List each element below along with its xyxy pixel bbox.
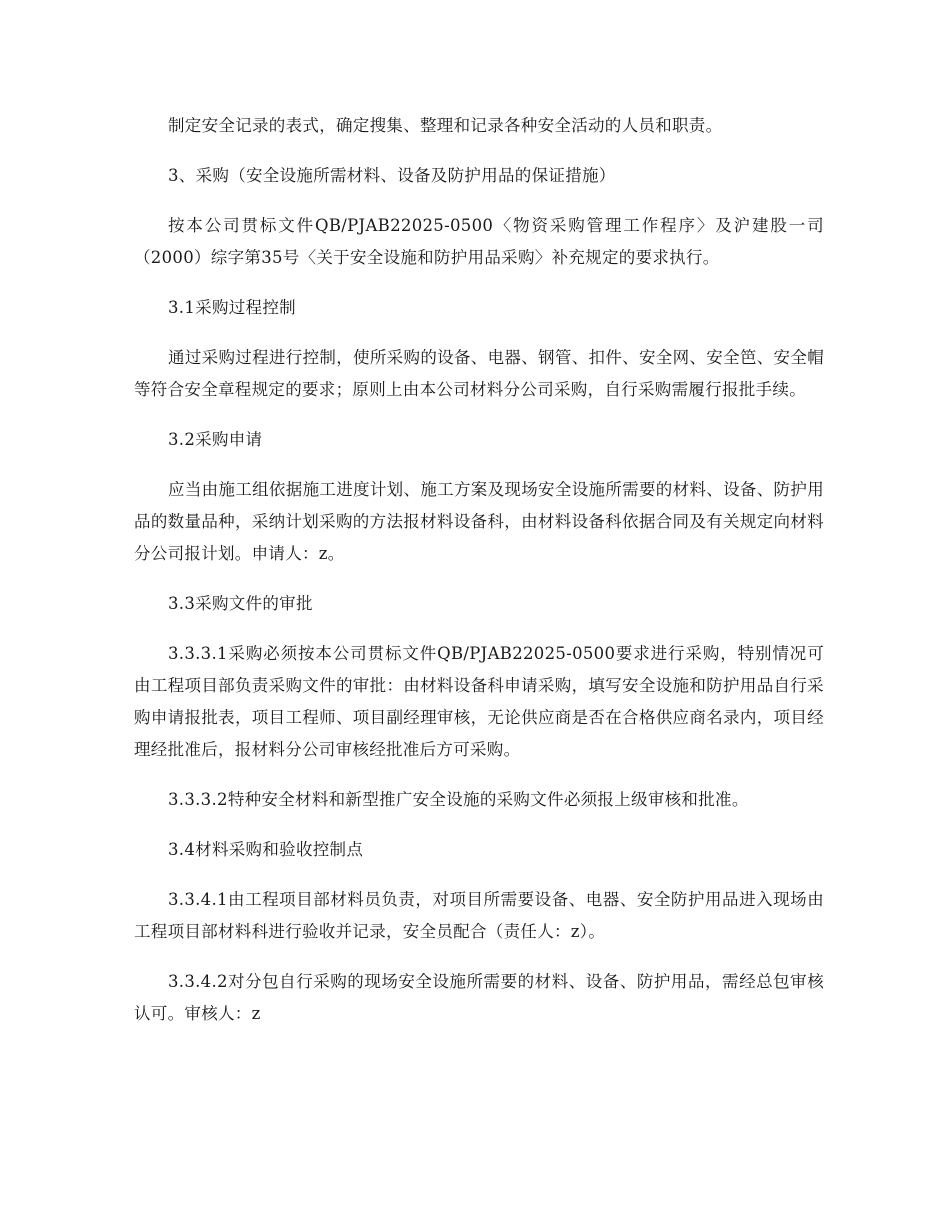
document-body [134,110,824,1048]
heading-procurement: 3、采购（安全设施所需材料、设备及防护用品的保证措施） [168,166,616,185]
paragraph-application: 应当由施工组依据施工进度计划、施工方案及现场安全设施所需要的材料、设备、防护用品的数量品种，采纳计划采购的方法报材料设备科，由材料设备科依据合同及有关规定向材料分公司报计划。申请人：z。 [134,480,824,563]
paragraph-process-control: 通过采购过程进行控制，使所采购的设备、电器、钢管、扣件、安全网、安全笆、安全帽等符合安全章程规定的要求；原则上由本公司材料分公司采购，自行采购需履行报批手续。 [134,348,824,399]
heading-procurement-process-control: 3.1采购过程控制 [168,298,296,317]
heading-procurement-application: 3.2采购申请 [168,430,263,449]
heading-document-approval: 3.3采购文件的审批 [168,594,313,613]
paragraph-procurement-standard: 按本公司贯标文件QB/PJAB22025-0500〈物资采购管理工作程序〉及沪建股一司（2000）综字第35号〈关于安全设施和防护用品采购〉补充规定的要求执行。 [134,216,824,267]
paragraph-acceptance-3341: 3.3.4.1由工程项目部材料员负责，对项目所需要设备、电器、安全防护用品进入现场由工程项目部材料科进行验收并记录，安全员配合（责任人：z）。 [134,890,824,941]
heading-acceptance-control: 3.4材料采购和验收控制点 [168,840,364,859]
paragraph-approval-3332: 3.3.3.2特种安全材料和新型推广安全设施的采购文件必须报上级审核和批准。 [168,790,749,809]
paragraph-acceptance-3342: 3.3.4.2对分包自行采购的现场安全设施所需要的材料、设备、防护用品，需经总包审核认可。审核人：z [134,972,824,1023]
paragraph-record-forms: 制定安全记录的表式，确定搜集、整理和记录各种安全活动的人员和职责。 [168,116,723,135]
paragraph-approval-3331: 3.3.3.1采购必须按本公司贯标文件QB/PJAB22025-0500要求进行采购，特别情况可由工程项目部负责采购文件的审批：由材料设备科申请采购，填写安全设施和防护用品自行采购申请报批表，项目工程师、项目副经理审核，无论供应商是否在合格供应商名录内，项目经理经批准后，报材料分公司审核经批准后方可采购。 [134,644,824,759]
